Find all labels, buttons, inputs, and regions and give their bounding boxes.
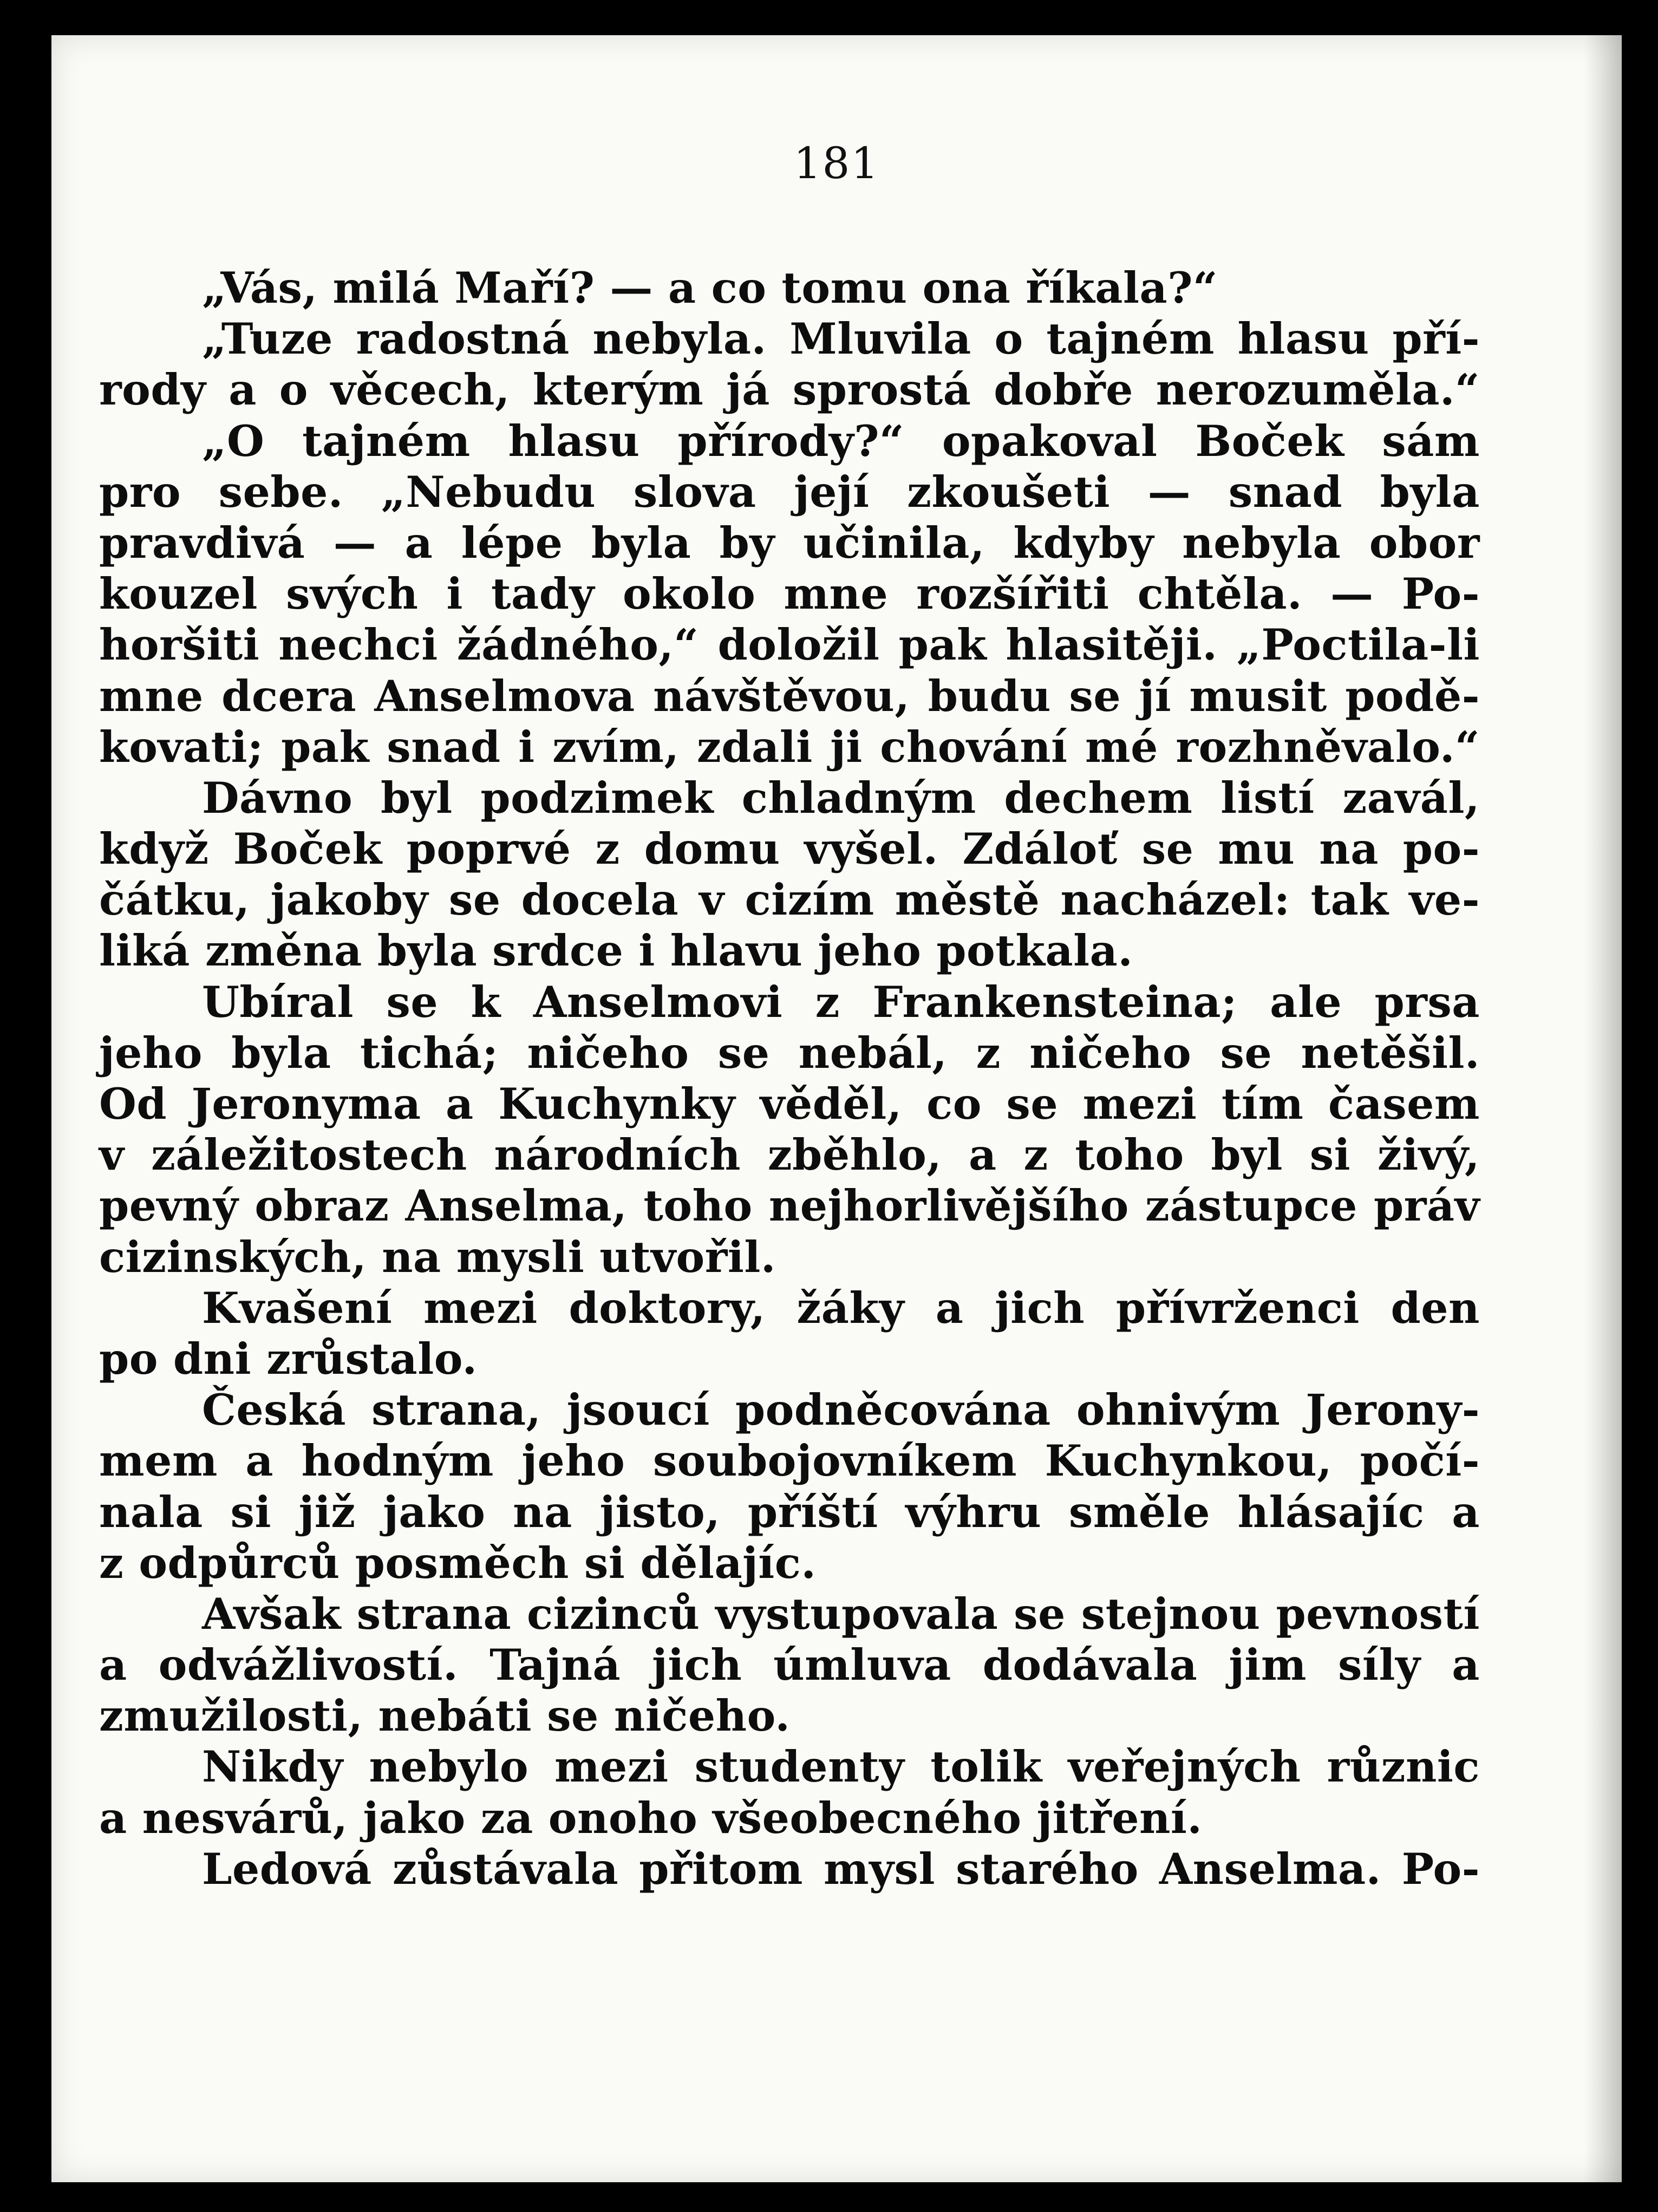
text-line: pevný obraz Anselma, toho nejhorlivějšího zástupce práv [99, 1180, 1480, 1231]
text-line: cizinských, na mysli utvořil. [99, 1231, 776, 1282]
text-line: kouzel svých i tady okolo mne rozšířiti chtěla. — Po- [99, 569, 1480, 619]
text-line: zmužilosti, nebáti se ničeho. [99, 1691, 791, 1741]
text-line: pravdivá — a lépe byla by učinila, kdyby nebyla obor [99, 517, 1480, 568]
text-line: Ledová zůstávala přitom mysl starého Anselma. Po- [202, 1843, 1480, 1894]
text-line: nala si již jako na jisto, příští výhru směle hlásajíc a [99, 1486, 1480, 1537]
text-line: z odpůrců posměch si dělajíc. [99, 1537, 817, 1588]
text-line: po dni zrůstalo. [99, 1333, 478, 1384]
text-line: Dávno byl podzimek chladným dechem listí zavál, [202, 772, 1480, 823]
text-line: Avšak strana cizinců vystupovala se stejnou pevností [202, 1588, 1480, 1639]
text-line: rody a o věcech, kterým já sprostá dobře nerozuměla.“ [99, 364, 1480, 415]
text-line: „Tuze radostná nebyla. Mluvila o tajném hlasu pří- [202, 314, 1480, 364]
text-line: Od Jeronyma a Kuchynky věděl, co se mezi tím časem [99, 1079, 1480, 1129]
page-number: 181 [793, 138, 880, 188]
text-line: čátku, jakoby se docela v cizím městě nacházel: tak ve- [99, 875, 1480, 925]
text-line: pro sebe. „Nebudu slova její zkoušeti — snad byla [99, 466, 1480, 517]
body-text [99, 263, 1480, 1895]
text-line: v záležitostech národních zběhlo, a z toho byl si živý, [99, 1130, 1480, 1180]
text-line: když Boček poprvé z domu vyšel. Zdáloť se mu na po- [99, 824, 1480, 875]
text-line: a nesvárů, jako za onoho všeobecného jitření. [99, 1792, 1203, 1843]
text-line: mem a hodným jeho soubojovníkem Kuchynkou, počí- [99, 1435, 1480, 1486]
text-line: kovati; pak snad i zvím, zdali ji chování mé rozhněvalo.“ [99, 721, 1480, 772]
text-line: jeho byla tichá; ničeho se nebál, z ničeho se netěšil. [99, 1027, 1480, 1078]
text-line: Kvašení mezi doktory, žáky a jich přívrženci den [202, 1282, 1480, 1333]
text-line: „O tajném hlasu přírody?“ opakoval Boček sám [202, 415, 1480, 466]
text-line: „Vás, milá Maří? — a co tomu ona říkala?“ [202, 263, 1218, 313]
text-line: Nikdy nebylo mezi studenty tolik veřejných různic [202, 1741, 1480, 1792]
text-line: Ubíral se k Anselmovi z Frankensteina; ale prsa [202, 976, 1480, 1027]
text-line: mne dcera Anselmova návštěvou, budu se jí musit podě- [99, 670, 1480, 721]
text-line: horšiti nechci žádného,“ doložil pak hlasitěji. „Poctila-li [99, 619, 1480, 670]
text-line: a odvážlivostí. Tajná jich úmluva dodávala jim síly a [99, 1640, 1480, 1691]
text-line: Česká strana, jsoucí podněcována ohnivým Jerony- [202, 1385, 1480, 1435]
text-line: liká změna byla srdce i hlavu jeho potkala. [99, 925, 1133, 976]
book-page [51, 35, 1622, 2182]
page-edge-shadow [1584, 35, 1622, 2182]
